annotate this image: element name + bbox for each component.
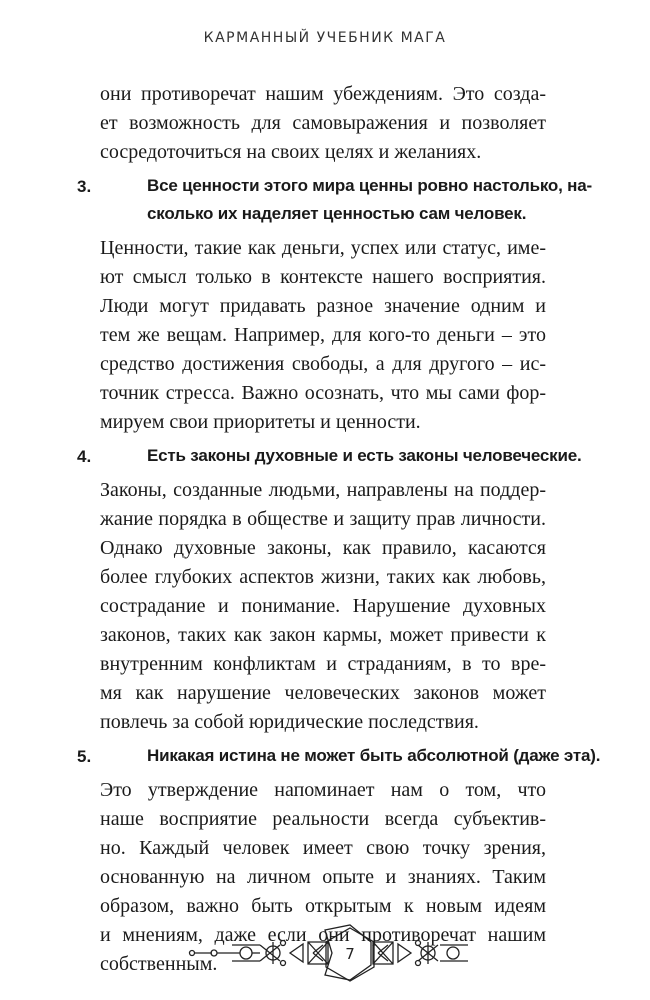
text-line: образом, важно быть открытым к новым идеям	[100, 895, 546, 917]
text-line: ют смысл только в контексте нашего восприятия.	[100, 266, 546, 288]
text-line: законов, таких как закон кармы, может привести к	[100, 624, 546, 646]
text-line: основанную на личном опыте и знаниях. Таким	[100, 866, 546, 888]
text-line: жание порядка в обществе и защиту прав личности.	[100, 508, 546, 530]
text-line: мя как нарушение человеческих законов может	[100, 682, 546, 704]
text-line: но. Каждый человек имеет свою точку зрения,	[100, 837, 546, 859]
heading-line: Никакая истина не может быть абсолютной (даже эта).	[147, 746, 601, 765]
section-number: 5.	[77, 747, 92, 766]
section-number: 4.	[77, 447, 92, 466]
text-line: внутренним конфликтам и страданиям, в то вре-	[100, 653, 546, 675]
text-line: ет возможность для самовыражения и позволяет	[100, 112, 546, 134]
text-line: наше восприятие реальности всегда субъектив-	[100, 808, 546, 830]
page-ornament	[180, 920, 470, 990]
text-line: более глубоких аспектов жизни, таких как любовь,	[100, 566, 546, 588]
intro-paragraph	[100, 80, 546, 167]
text-line: Это утверждение напоминает нам о том, что	[100, 779, 546, 801]
text-line: повлечь за собой юридические последствия.	[100, 711, 479, 733]
section-number: 3.	[77, 177, 92, 196]
text-line: точник стресса. Важно осознать, что мы сами фор-	[100, 382, 546, 404]
text-line: Однако духовные законы, как правило, касаются	[100, 537, 546, 559]
page-body	[77, 80, 601, 984]
section-paragraph	[100, 476, 546, 737]
page-number: 7	[345, 945, 355, 963]
section-heading	[77, 742, 601, 770]
text-line: собственным.	[100, 953, 218, 975]
text-line: Ценности, такие как деньги, успех или статус, име-	[100, 237, 546, 259]
text-line: Законы, созданные людьми, направлены на поддер-	[100, 479, 546, 501]
heading-line: Все ценности этого мира ценны ровно настолько, на-	[147, 176, 592, 195]
heading-line: Есть законы духовные и есть законы человеческие.	[147, 446, 582, 465]
section-heading	[77, 442, 582, 470]
text-line: сосредоточиться на своих целях и желаниях.	[100, 141, 482, 163]
text-line: средство достижения свободы, а для другого – ис-	[100, 353, 546, 375]
text-line: Люди могут придавать разное значение одним и	[100, 295, 546, 317]
text-line: они противоречат нашим убеждениям. Это созда-	[100, 83, 546, 105]
heading-line: сколько их наделяет ценностью сам человек.	[147, 204, 527, 223]
text-line: мируем свои приоритеты и ценности.	[100, 411, 421, 433]
text-line: и мнениям, даже если они противоречат нашим	[100, 924, 546, 946]
section-paragraph	[100, 234, 546, 437]
text-line: сострадание и понимание. Нарушение духовных	[100, 595, 546, 617]
running-header: КАРМАННЫЙ УЧЕБНИК МАГА	[203, 30, 447, 46]
section-heading	[77, 172, 592, 228]
text-line: тем же вещам. Например, для кого-то деньги – это	[100, 324, 546, 346]
